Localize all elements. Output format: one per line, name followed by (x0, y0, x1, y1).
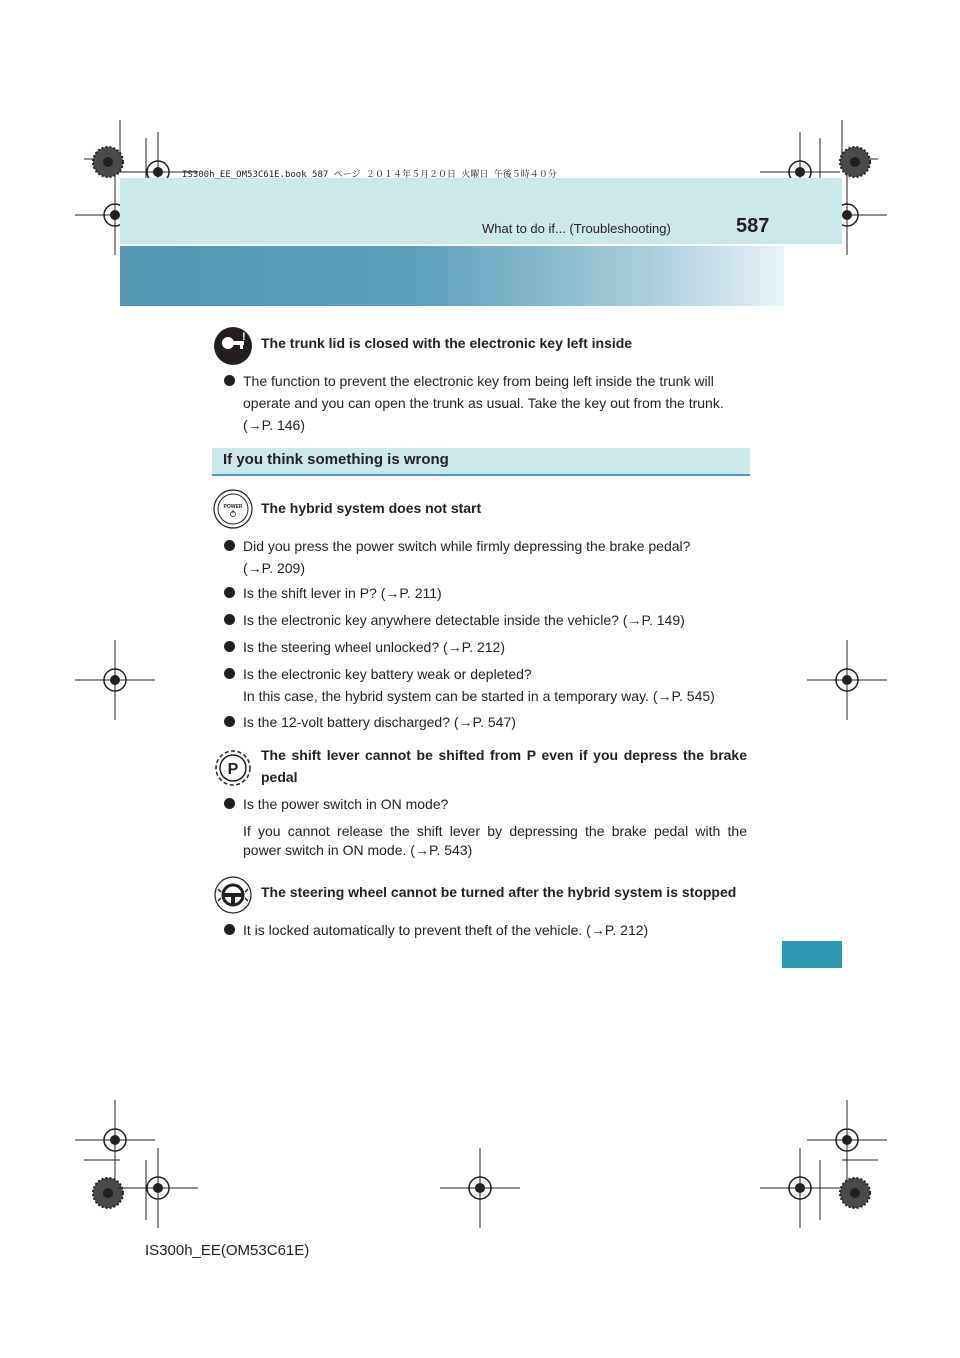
bullet-dot (224, 540, 235, 551)
bullet-dot (224, 375, 235, 386)
bullet-dot (224, 614, 235, 625)
bullet-text: Did you press the power switch while firmly depressing the brake pedal? (243, 538, 691, 554)
bullet-dot (224, 668, 235, 679)
book-file-info: IS300h_EE_OM53C61E.book 587 ページ ２０１４年５月２０日 火曜日 午後５時４０分 (182, 170, 557, 180)
list-item (224, 582, 754, 604)
list-item (224, 919, 754, 941)
manual-code: IS300h_EE(OM53C61E) (145, 1242, 310, 1259)
bullet-text: Is the power switch in ON mode? (243, 796, 449, 812)
bullet-dot (224, 641, 235, 652)
list-item (224, 636, 754, 658)
steering-heading: The steering wheel cannot be turned after the hybrid system is stopped (261, 884, 737, 900)
bullet-text: Is the electronic key anywhere detectable inside the vehicle? (→P. 149) (243, 612, 685, 628)
bullet-text: Is the 12-volt battery discharged? (→P. 547) (243, 714, 516, 730)
bullet-dot (224, 924, 235, 935)
bullet-dot (224, 587, 235, 598)
shift-paragraph-line2: power switch in ON mode. (→P. 543) (243, 842, 473, 858)
bullet-text: Is the steering wheel unlocked? (→P. 212) (243, 639, 506, 655)
bullet-text: Is the shift lever in P? (→P. 211) (243, 585, 442, 601)
bullet-text: The function to prevent the electronic key from being left inside the trunk will (243, 373, 714, 389)
power-switch-icon (213, 489, 253, 529)
bullet-text: operate and you can open the trunk as usual. Take the key out from the trunk. (243, 395, 724, 411)
running-section-title: What to do if... (Troubleshooting) (482, 221, 671, 236)
key-warning-icon (213, 326, 253, 366)
list-item (224, 793, 754, 815)
shift-paragraph-line1: If you cannot release the shift lever by depressing the brake pedal with the (243, 823, 747, 839)
hybrid-heading: The hybrid system does not start (261, 500, 482, 516)
bullet-text: It is locked automatically to prevent theft of the vehicle. (→P. 212) (243, 922, 649, 938)
bullet-text: Is the electronic key battery weak or depleted? (243, 666, 532, 682)
park-gear-icon (213, 748, 253, 788)
list-item (224, 609, 754, 631)
header-gradient-bar (120, 246, 784, 306)
page-reference: (→P. 209) (243, 560, 305, 576)
svg-text:POWER: POWER (223, 504, 243, 510)
page-number: 587 (736, 215, 770, 237)
chapter-tab (782, 941, 842, 968)
shift-heading-line2: pedal (261, 769, 298, 785)
bullet-text: In this case, the hybrid system can be started in a temporary way. (→P. 545) (243, 688, 715, 704)
shift-heading-line1: The shift lever cannot be shifted from P even if you depress the brake (261, 747, 747, 763)
list-item (224, 663, 754, 707)
header-band (120, 178, 842, 244)
bullet-dot (224, 716, 235, 727)
list-item (224, 370, 754, 436)
list-item (224, 711, 754, 733)
steering-lock-icon (213, 875, 253, 915)
section-heading: If you think something is wrong (223, 451, 449, 468)
svg-text:!: ! (242, 331, 246, 343)
trunk-heading: The trunk lid is closed with the electronic key left inside (261, 335, 633, 351)
section-heading-bar (212, 448, 750, 476)
list-item (224, 535, 754, 579)
page-reference: (→P. 146) (243, 417, 305, 433)
bullet-dot (224, 798, 235, 809)
svg-text:P: P (227, 761, 239, 778)
